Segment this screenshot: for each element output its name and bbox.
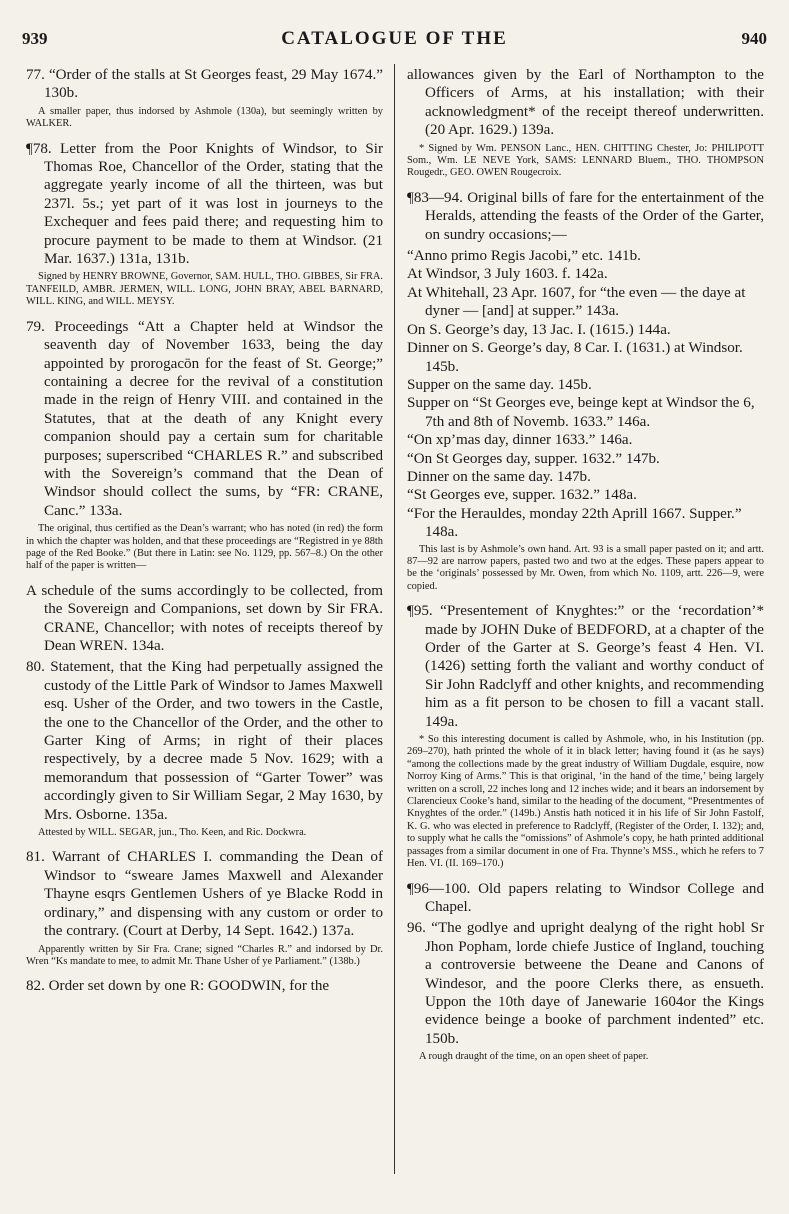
- entry-82-continued: allowances given by the Earl of Northampton to the Officers of Arms, at his installation; with their acknowledgment* of the receipt thereof underwritten. (20 Apr. 1629.) 139a.: [407, 67, 764, 139]
- entry-81: 81. Warrant of CHARLES I. commanding the Dean of Windsor to “sweare James Maxwell and Alexander Thayne esqrs Gentlemen Ushers of ye Blacke Rodd in ordinary,” and dispensing with any custom or order to the contrary. (Court at Derby, 14 Sept. 1642.) 137a.: [26, 849, 383, 940]
- left-column: [26, 66, 383, 1178]
- bill-of-fare-item: “St Georges eve, supper. 1632.” 148a.: [407, 487, 637, 504]
- left-page-number: 939: [22, 29, 48, 48]
- bill-of-fare-item: “On St Georges day, supper. 1632.” 147b.: [407, 450, 660, 467]
- right-column: [407, 66, 764, 1178]
- bill-of-fare-item: “Anno primo Regis Jacobi,” etc. 141b.: [407, 248, 641, 265]
- note-95: * So this interesting document is called by Ashmole, who, in his Institution (pp. 269–270), hath printed the whole of it in black letter; having found it (as he says) “among the collections made by the great industry of William Dugdale, esquire, now Norroy King of Arms.” This is that original, ‘in the hand of the time,’ being largely written on a scroll, 22 inches long and 12 inches wide; and it bears an indorsement by Clarencieux Cooke’s hand, similar to the heading of the document, “Presentmentes of Knyghtes of the order.” (149b.) Anstis hath noticed it in his life of Sir John Fastolf, K. G. who was elected in preference to Radclyff, (Register of the Order, I. 132); and, to supply what he calls the “omissions” of Ashmole’s copy, he hath printed additional passages from a similar document in one of Fra. Thynne’s MSS., which he refers to 7 Hen. VI. (II. 169–170.): [407, 734, 764, 870]
- bill-of-fare-item: Supper on the same day. 145b.: [407, 376, 592, 393]
- entry-80: 80. Statement, that the King had perpetually assigned the custody of the Little Park of Windsor to James Maxwell esq. Usher of the Order, and two towers in the Castle, the one to the Chancellor of the Order, and the other to Garter King of Arms; in right of their places respectively, by a decree made 5 Nov. 1629; with a memorandum that possession of “Garter Tower” was accordingly given to Sir William Segar, 2 May 1630, by Mrs. Osborne. 135a.: [26, 659, 383, 823]
- note-82: * Signed by Wm. PENSON Lanc., HEN. CHITTING Chester, Jo: PHILIPOTT Som., Wm. LE NEVE York, SAMS: LENNARD Bluem., THO. THOMPSON Rougedr., GEO. OWEN Rougecroix.: [407, 142, 764, 179]
- bill-of-fare-item: Supper on “St Georges eve, beinge kept at Windsor the 6, 7th and 8th of Novemb. 1633.” 146a.: [407, 395, 755, 430]
- bill-of-fare-item: Dinner on the same day. 147b.: [407, 468, 591, 485]
- bill-of-fare-item: Dinner on S. George’s day, 8 Car. I. (1631.) at Windsor. 145b.: [407, 340, 743, 375]
- entry-79-schedule: A schedule of the sums accordingly to be collected, from the Sovereign and Companions, set down by Sir FRA. CRANE, Chancellor; with notes of receipts thereof by Dean WREN. 134a.: [26, 582, 383, 654]
- right-page-number: 940: [741, 29, 767, 48]
- bill-of-fare-item: “For the Herauldes, monday 22th Aprill 1667. Supper.” 148a.: [407, 505, 742, 541]
- entry-96-100: ¶96—100. Old papers relating to Windsor College and Chapel.: [407, 880, 764, 915]
- entry-82: 82. Order set down by one R: GOODWIN, for the: [26, 978, 330, 995]
- note-96: A rough draught of the time, on an open sheet of paper.: [419, 1051, 649, 1063]
- entry-83-94: ¶83—94. Original bills of fare for the entertainment of the Heralds, attending the feasts of the Order of the Garter, on sundry occasions;—: [407, 189, 764, 243]
- bill-of-fare-item: “On xp’mas day, dinner 1633.” 146a.: [407, 432, 633, 449]
- entry-78: ¶78. Letter from the Poor Knights of Windsor, to Sir Thomas Roe, Chancellor of the Order, stating that the aggregate yearly income of all the thirteen, was but 237l. 5s.; yet part of it was lost in journeys to the Exchequer and fees paid there; and requesting him to procure payment to be made to them at Windsor. (21 Mar. 1637.) 131a, 131b.: [26, 140, 383, 268]
- note-81: Apparently written by Sir Fra. Crane; signed “Charles R.” and indorsed by Dr. Wren “Ks mandate to mee, to admit Mr. Thane Usher of ye Parliament.” (138b.): [26, 943, 383, 967]
- bill-of-fare-item: On S. George’s day, 13 Jac. I. (1615.) 144a.: [407, 321, 671, 338]
- page-header: [22, 28, 767, 54]
- bill-of-fare-item: At Windsor, 3 July 1603. f. 142a.: [407, 266, 608, 283]
- bill-of-fare-item: At Whitehall, 23 Apr. 1607, for “the even — the daye at dyner — [and] at supper.” 143a.: [407, 284, 746, 320]
- entry-77: 77. “Order of the stalls at St Georges feast, 29 May 1674.” 130b.: [26, 67, 383, 102]
- entry-95: ¶95. “Presentement of Knyghtes:” or the ‘recordation’* made by JOHN Duke of BEDFORD, at a chapter of the Order of the Garter at S. George’s feast 4 Hen. VI. (1426) setting forth the valiant and worthy conduct of Sir John Radclyff and other knights, and recommending him as a fit person to be chosen to fill a vacant stall. 149a.: [407, 603, 764, 730]
- entry-79: 79. Proceedings “Att a Chapter held at Windsor the seaventh day of November 1633, being the day appointed by prorogacōn for the feast of St. George;” containing a decree for the revival of a constitution made in the reign of Henry VIII. and contained in the Statutes, that at the death of any Knight every companion should pay a certain sum for charitable purposes; superscribed “CHARLES R.” and subscribed with the Sovereign’s command that the Dean of Windsor should collect the sums, by “FR: CRANE, Canc.” 133a.: [26, 318, 383, 519]
- note-77: A smaller paper, thus indorsed by Ashmole (130a), but seemingly written by WALKER.: [26, 105, 383, 130]
- note-83-94: This last is by Ashmole’s own hand. Art. 93 is a small paper pasted on it; and artt. 87—92 are narrow papers, pasted two and two at the edges. These papers appear to be the ‘originals’ possessed by Mr. Owen, from which No. 1109, artt. 226—9, were copied.: [407, 543, 764, 592]
- note-79: The original, thus certified as the Dean’s warrant; who has noted (in red) the form in which the chapter was holden, and that these proceedings are “Registred in ye 88th page of the Red Booke.” (But there in Latin: see No. 1129, pp. 567–8.) On the other half of the paper is written—: [26, 523, 383, 572]
- running-title: CATALOGUE OF THE: [281, 28, 508, 49]
- entry-96: 96. “The godlye and upright dealyng of the right hobl Sr Jhon Popham, lorde chiefe Justice of Ingland, touching a controversie betweene the Deane and Canons of Windesor, and the poore Clerks there, as ensueth. Uppon the 10th daye of Janewarie 1604or the Kings evidence beinge a booke of parchment indented” etc. 150b.: [407, 920, 764, 1047]
- note-78: Signed by HENRY BROWNE, Governor, SAM. HULL, THO. GIBBES, Sir FRA. TANFEILD, AMBR. JERMEN, WILL. LONG, JOHN BRAY, ABEL BARNARD, WILL. KING, and WILL. MEYSY.: [26, 271, 383, 308]
- note-80: Attested by WILL. SEGAR, jun., Tho. Keen, and Ric. Dockwra.: [38, 827, 307, 839]
- column-divider: [394, 64, 395, 1174]
